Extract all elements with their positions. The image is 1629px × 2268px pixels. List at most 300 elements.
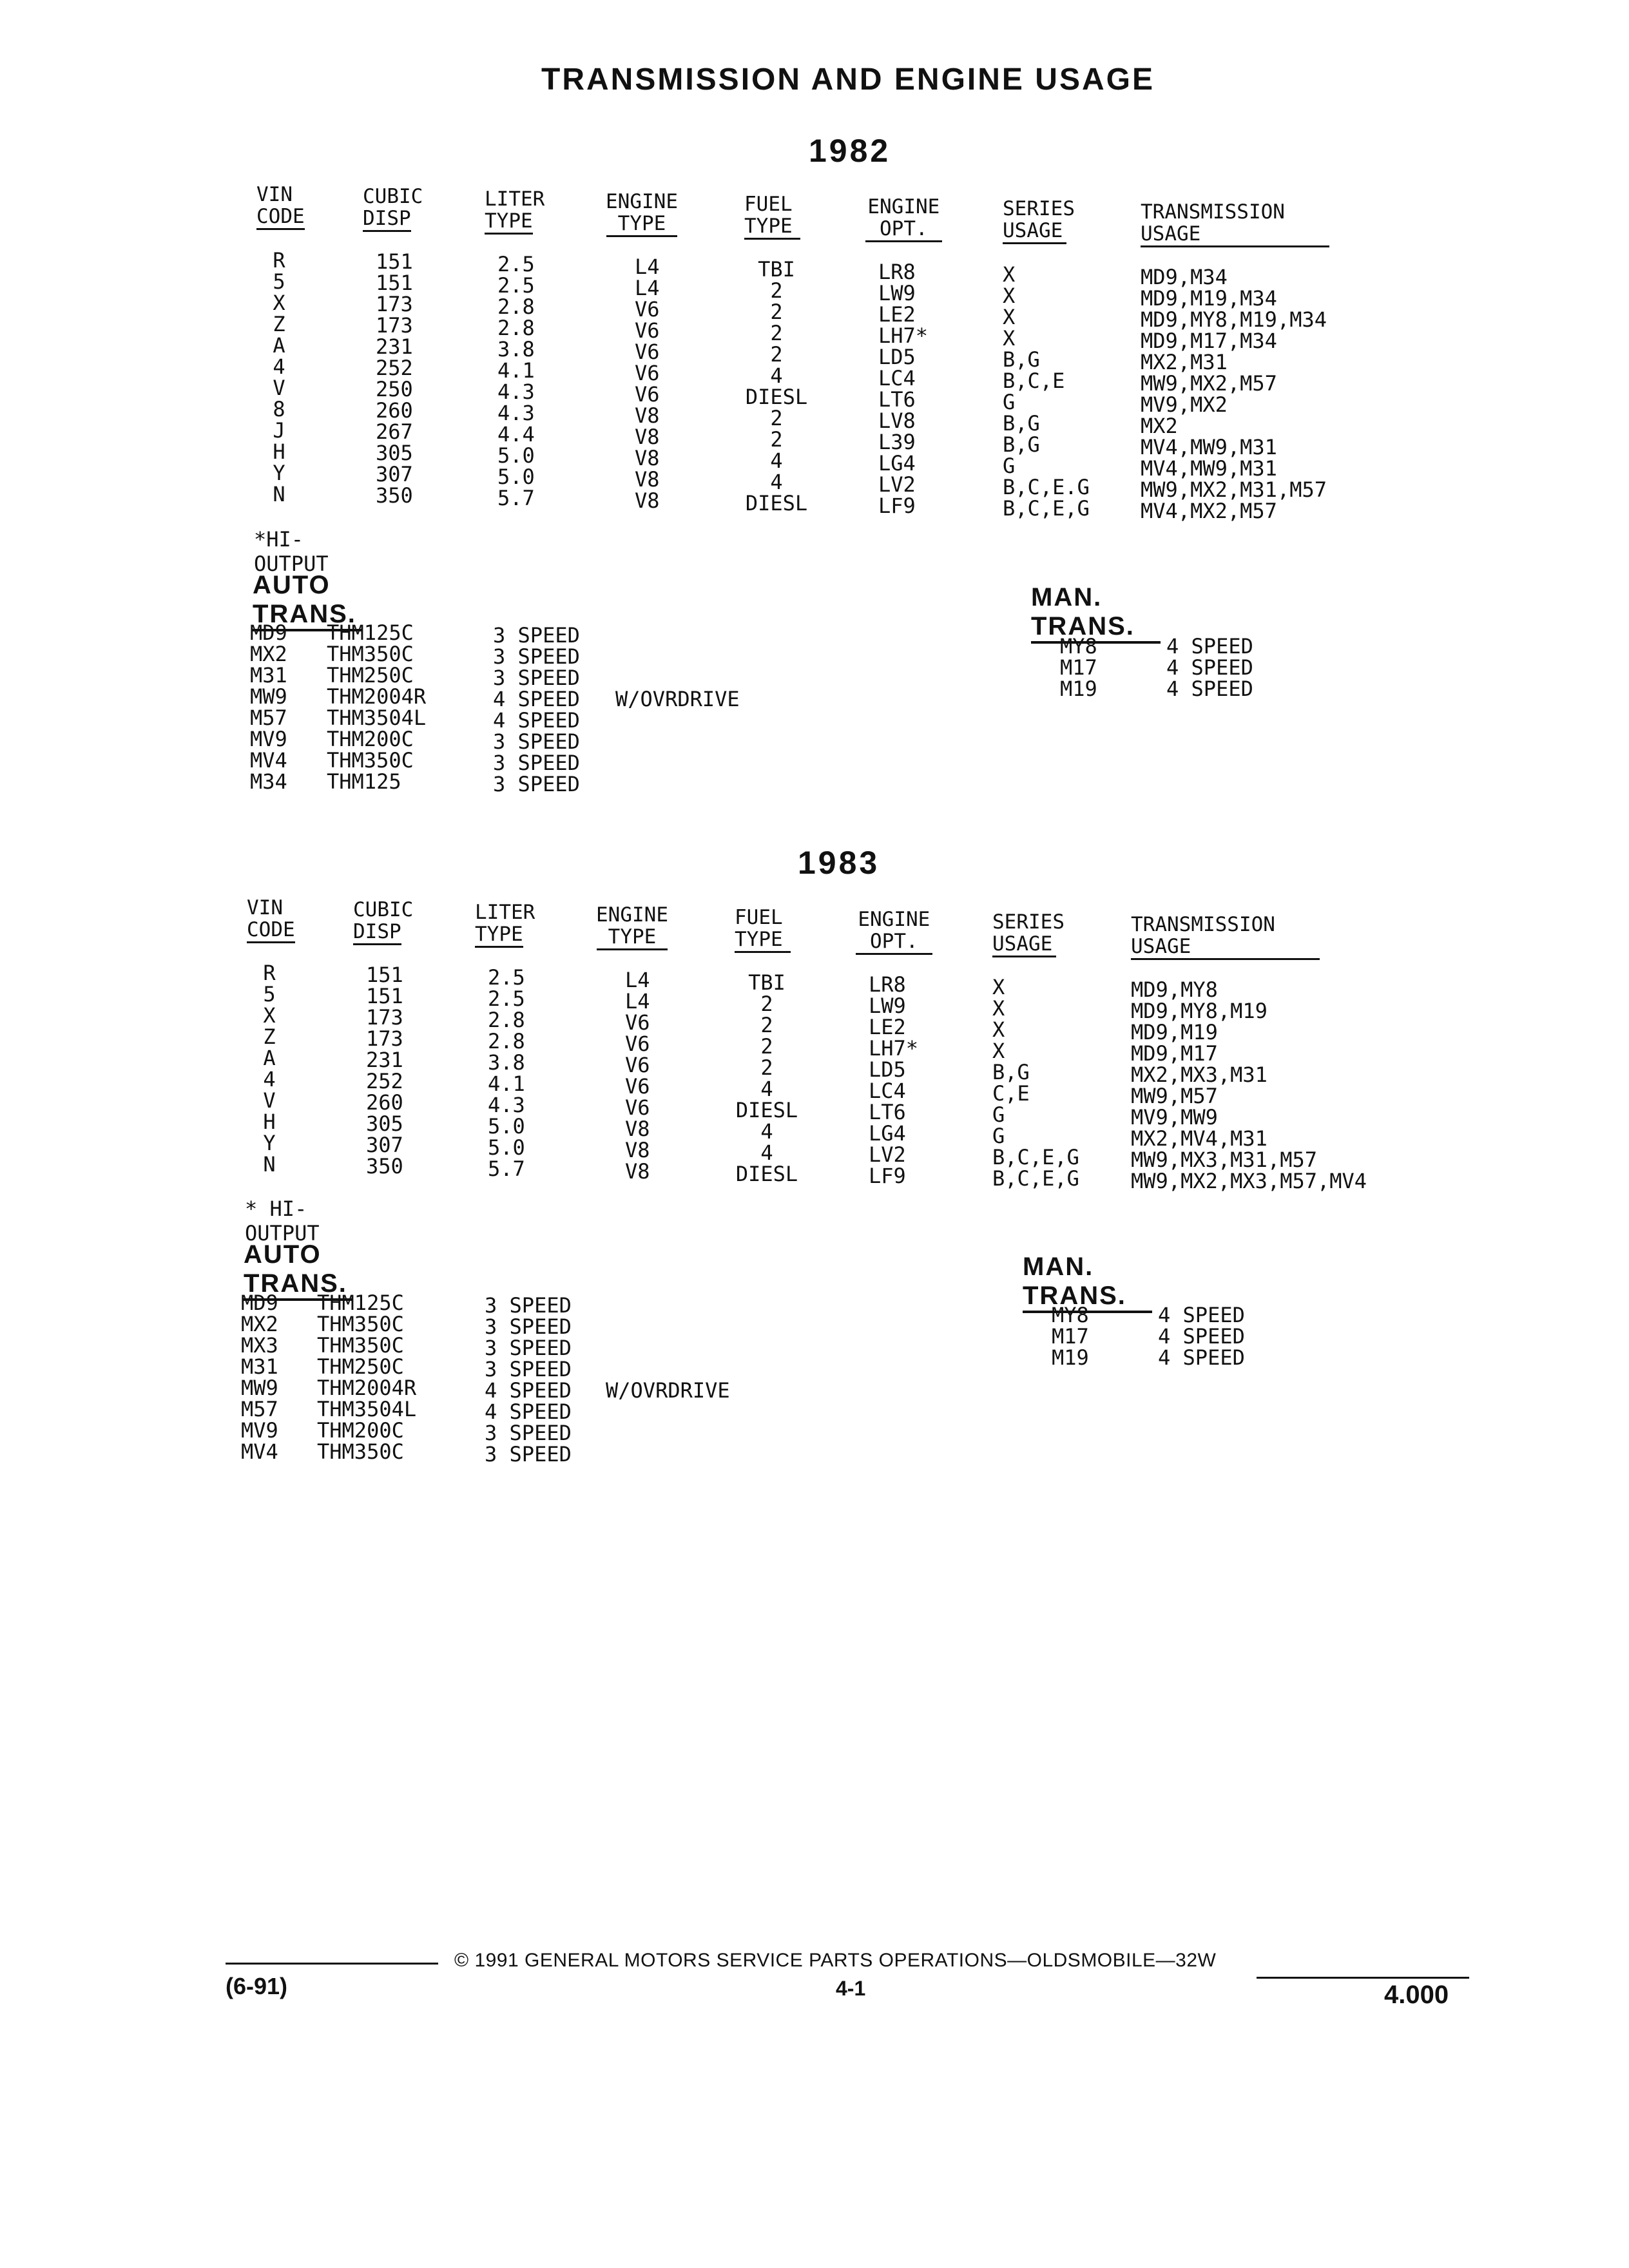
column-liter <box>497 254 535 509</box>
auto-model-cell: THM350C <box>327 642 414 666</box>
series-cell: B,G <box>1003 347 1040 372</box>
auto-code-cell: M31 <box>250 663 287 687</box>
engine-opt-cell: LF9 <box>869 1164 906 1188</box>
liter-cell: 3.8 <box>497 337 535 361</box>
series-cell: B,C,E,G <box>992 1166 1079 1191</box>
auto-speed-cell: 3 SPEED <box>493 666 580 690</box>
auto-code-cell: MX2 <box>241 1312 278 1336</box>
cubic-cell: 350 <box>366 1154 403 1178</box>
column-liter <box>488 967 525 1180</box>
vin-cell: V <box>263 1088 276 1113</box>
fuel-cell: 2 <box>770 321 783 345</box>
vin-cell: 5 <box>273 269 285 294</box>
auto-model-column <box>317 1293 416 1463</box>
cubic-cell: 151 <box>366 963 403 987</box>
auto-extra-cell <box>615 774 740 795</box>
auto-model-cell: THM350C <box>327 748 414 773</box>
auto-code-cell: M57 <box>241 1397 278 1421</box>
transmission-cell: MW9,MX2,MX3,M57,MV4 <box>1131 1169 1367 1193</box>
engine-opt-cell: LE2 <box>878 302 916 327</box>
auto-code-cell: MD9 <box>250 620 287 645</box>
fuel-cell: 2 <box>770 278 783 303</box>
engine-opt-cell: L39 <box>878 430 916 454</box>
man-code-cell: MY8 <box>1060 634 1097 658</box>
transmission-cell: MD9,MY8 <box>1131 977 1218 1002</box>
transmission-cell: MW9,M57 <box>1131 1084 1218 1108</box>
header-fuel: FUEL TYPE <box>735 907 791 953</box>
cubic-cell: 231 <box>376 334 413 359</box>
vin-cell: X <box>273 291 285 315</box>
cubic-cell: 305 <box>376 441 413 465</box>
transmission-cell: MV4,MW9,M31 <box>1141 456 1277 481</box>
liter-cell: 4.1 <box>488 1072 525 1096</box>
transmission-cell: MX2,MV4,M31 <box>1131 1126 1268 1151</box>
auto-code-cell: MD9 <box>241 1291 278 1315</box>
series-cell: B,C,E,G <box>1003 496 1090 521</box>
auto-extra-cell <box>606 1401 730 1423</box>
engine-opt-cell: LH7* <box>878 323 929 348</box>
year-heading-1983: 1983 <box>798 845 880 881</box>
man-trans-heading: MAN. TRANS. <box>1031 583 1161 644</box>
engine-type-cell: V8 <box>625 1117 650 1141</box>
auto-speed-cell: 4 SPEED <box>485 1378 572 1403</box>
footer-page-number: 4-1 <box>836 1977 866 2000</box>
engine-type-cell: V8 <box>635 403 660 428</box>
auto-extra-cell <box>615 710 740 731</box>
liter-cell: 3.8 <box>488 1050 525 1075</box>
engine-type-cell: V6 <box>635 297 660 322</box>
footer-date-code: (6-91) <box>226 1973 288 1999</box>
engine-type-cell: V6 <box>635 361 660 385</box>
auto-code-column <box>241 1293 278 1463</box>
man-code-cell: M19 <box>1060 677 1097 701</box>
auto-speed-column <box>485 1295 572 1465</box>
cubic-cell: 307 <box>366 1133 403 1157</box>
series-cell: G <box>1003 390 1016 414</box>
vin-cell: V <box>273 376 285 400</box>
engine-opt-cell: LC4 <box>869 1079 906 1103</box>
fuel-cell: 4 <box>770 363 783 388</box>
header-fuel: FUEL TYPE <box>744 193 800 240</box>
vin-cell: R <box>263 961 276 985</box>
fuel-cell: 4 <box>760 1140 773 1165</box>
auto-extra-cell <box>615 753 740 774</box>
vin-cell: N <box>263 1152 276 1177</box>
fuel-cell: 2 <box>770 427 783 452</box>
fuel-cell: 2 <box>770 342 783 367</box>
vin-cell: Y <box>273 461 285 485</box>
series-cell: B,G <box>992 1060 1030 1084</box>
header-engine-opt: ENGINE OPT. <box>856 908 932 955</box>
header-liter: LITER TYPE <box>475 901 535 948</box>
liter-cell: 4.1 <box>497 358 535 383</box>
transmission-cell: MX2,MX3,M31 <box>1131 1062 1268 1087</box>
transmission-cell: MW9,MX3,M31,M57 <box>1131 1148 1317 1172</box>
header-engine-type: ENGINE TYPE <box>596 904 668 950</box>
auto-trans-heading: AUTO TRANS. <box>244 1240 352 1301</box>
auto-code-cell: M34 <box>250 769 287 794</box>
cubic-cell: 250 <box>376 377 413 401</box>
liter-cell: 2.8 <box>497 294 535 319</box>
vin-cell: Y <box>263 1131 276 1155</box>
cubic-cell: 307 <box>376 462 413 486</box>
fuel-cell: 4 <box>770 470 783 494</box>
auto-code-column <box>250 622 287 793</box>
auto-extra-cell <box>606 1295 730 1316</box>
series-cell: G <box>1003 454 1016 478</box>
series-cell: G <box>992 1102 1005 1127</box>
cubic-cell: 173 <box>376 292 413 316</box>
auto-extra-cell <box>606 1316 730 1338</box>
cubic-cell: 151 <box>376 271 413 295</box>
engine-type-cell: L4 <box>625 968 650 992</box>
liter-cell: 2.8 <box>497 316 535 340</box>
transmission-cell: MX2 <box>1141 414 1178 438</box>
header-cubic: CUBIC DISP <box>363 186 423 232</box>
vin-cell: 8 <box>273 397 285 421</box>
vin-cell: 4 <box>273 354 285 379</box>
engine-type-cell: L4 <box>635 255 660 279</box>
cubic-cell: 173 <box>376 313 413 338</box>
man-speed-cell: 4 SPEED <box>1158 1303 1245 1327</box>
auto-model-cell: THM200C <box>327 727 414 751</box>
vin-cell: A <box>263 1046 276 1070</box>
cubic-cell: 260 <box>376 398 413 423</box>
auto-code-cell: MX2 <box>250 642 287 666</box>
engine-type-cell: V8 <box>635 425 660 449</box>
cubic-cell: 151 <box>376 249 413 274</box>
liter-cell: 5.0 <box>497 465 535 489</box>
vin-cell: H <box>273 439 285 464</box>
auto-code-cell: MV9 <box>250 727 287 751</box>
column-fuel <box>741 259 812 514</box>
hi-output-note: *HI-OUTPUT <box>254 527 329 576</box>
auto-speed-cell: 3 SPEED <box>485 1421 572 1445</box>
auto-code-cell: MW9 <box>241 1376 278 1400</box>
cubic-cell: 151 <box>366 984 403 1008</box>
series-cell: X <box>1003 262 1016 287</box>
fuel-cell: 4 <box>770 448 783 473</box>
header-series: SERIES USAGE <box>1003 198 1075 244</box>
transmission-cell: MW9,MX2,M31,M57 <box>1141 477 1327 502</box>
liter-cell: 5.0 <box>488 1114 525 1139</box>
vin-cell: A <box>273 333 285 358</box>
series-cell: B,G <box>1003 411 1040 436</box>
fuel-cell: 2 <box>760 1013 773 1037</box>
series-cell: C,E <box>992 1081 1030 1106</box>
vin-cell: X <box>263 1003 276 1028</box>
auto-model-cell: THM350C <box>317 1312 404 1336</box>
auto-model-cell: THM2004R <box>327 684 427 709</box>
auto-model-cell: THM350C <box>317 1439 404 1464</box>
auto-model-cell: THM250C <box>327 663 414 687</box>
auto-model-cell: THM350C <box>317 1333 404 1358</box>
cubic-cell: 252 <box>376 356 413 380</box>
engine-type-cell: V6 <box>625 1010 650 1035</box>
footer-rule-left <box>226 1963 438 1965</box>
man-speed-cell: 4 SPEED <box>1166 655 1253 680</box>
series-cell: B,G <box>1003 432 1040 457</box>
auto-trans-heading: AUTO TRANS. <box>253 571 361 631</box>
series-cell: B,C,E <box>1003 369 1065 393</box>
fuel-cell: TBI <box>748 970 786 995</box>
transmission-cell: MV9,MX2 <box>1141 392 1228 417</box>
page-title: TRANSMISSION AND ENGINE USAGE <box>541 62 1155 97</box>
engine-opt-cell: LR8 <box>869 972 906 997</box>
auto-speed-cell: 4 SPEED <box>493 687 580 711</box>
man-speed-cell: 4 SPEED <box>1166 634 1253 658</box>
series-cell: X <box>1003 326 1016 351</box>
vin-cell: H <box>263 1110 276 1134</box>
header-transmission: TRANSMISSION USAGE <box>1141 201 1329 247</box>
transmission-cell: MV9,MW9 <box>1131 1105 1218 1129</box>
engine-type-cell: V6 <box>625 1032 650 1056</box>
auto-model-cell: THM125C <box>317 1291 404 1315</box>
liter-cell: 4.4 <box>497 422 535 447</box>
engine-opt-cell: LR8 <box>878 260 916 284</box>
liter-cell: 5.7 <box>488 1157 525 1181</box>
series-cell: X <box>992 996 1005 1021</box>
man-speed-cell: 4 SPEED <box>1166 677 1253 701</box>
cubic-cell: 260 <box>366 1090 403 1115</box>
man-code-cell: M19 <box>1052 1345 1089 1370</box>
transmission-cell: MD9,M17,M34 <box>1141 329 1277 353</box>
liter-cell: 5.0 <box>497 443 535 468</box>
transmission-cell: MW9,MX2,M57 <box>1141 371 1277 396</box>
auto-extra-cell <box>615 731 740 753</box>
header-vin: VIN CODE <box>247 897 295 943</box>
fuel-cell: 4 <box>760 1077 773 1101</box>
liter-cell: 4.3 <box>497 401 535 425</box>
engine-opt-cell: LV2 <box>869 1142 906 1167</box>
engine-opt-cell: LT6 <box>878 387 916 412</box>
column-engine-type <box>635 256 660 512</box>
engine-type-cell: V8 <box>635 488 660 513</box>
engine-type-cell: V6 <box>635 382 660 407</box>
fuel-cell: 2 <box>760 1034 773 1059</box>
engine-type-cell: V6 <box>635 318 660 343</box>
man-code-column <box>1052 1305 1089 1369</box>
engine-type-cell: V8 <box>635 446 660 470</box>
man-speed-cell: 4 SPEED <box>1158 1324 1245 1349</box>
auto-speed-cell: 3 SPEED <box>493 644 580 669</box>
liter-cell: 2.8 <box>488 1008 525 1032</box>
engine-type-cell: V6 <box>625 1053 650 1077</box>
auto-model-cell: THM3504L <box>327 706 427 730</box>
engine-type-cell: L4 <box>635 276 660 300</box>
engine-opt-cell: LF9 <box>878 494 916 518</box>
header-engine-type: ENGINE TYPE <box>606 191 678 237</box>
auto-extra-cell <box>615 646 740 668</box>
auto-model-cell: THM125 <box>327 769 401 794</box>
fuel-cell: TBI <box>758 257 795 282</box>
fuel-cell: 2 <box>770 406 783 430</box>
column-engine-type <box>625 970 650 1182</box>
engine-opt-cell: LG4 <box>869 1121 906 1146</box>
header-liter: LITER TYPE <box>485 188 545 235</box>
auto-speed-cell: 3 SPEED <box>485 1357 572 1381</box>
vin-cell: N <box>273 482 285 506</box>
column-series <box>1003 264 1090 519</box>
auto-code-cell: MW9 <box>250 684 287 709</box>
engine-opt-cell: LC4 <box>878 366 916 390</box>
column-engine-opt <box>878 262 928 517</box>
column-fuel <box>731 972 802 1185</box>
auto-model-cell: THM125C <box>327 620 414 645</box>
auto-code-cell: MV4 <box>250 748 287 773</box>
series-cell: B,C,E.G <box>1003 475 1090 499</box>
transmission-cell: MV4,MX2,M57 <box>1141 499 1277 523</box>
fuel-cell: DIESL <box>735 1098 798 1122</box>
engine-opt-cell: LG4 <box>878 451 916 476</box>
liter-cell: 4.3 <box>497 380 535 404</box>
engine-opt-cell: LD5 <box>878 345 916 369</box>
series-cell: X <box>992 1039 1005 1063</box>
auto-speed-cell: 3 SPEED <box>485 1442 572 1466</box>
transmission-cell: MD9,M34 <box>1141 265 1228 289</box>
liter-cell: 2.5 <box>488 965 525 990</box>
engine-type-cell: V6 <box>625 1095 650 1120</box>
auto-extra-cell <box>606 1423 730 1444</box>
auto-extra-cell <box>606 1444 730 1465</box>
auto-speed-column <box>493 625 580 795</box>
column-vin <box>260 963 279 1175</box>
engine-opt-cell: LW9 <box>869 994 906 1018</box>
man-speed-cell: 4 SPEED <box>1158 1345 1245 1370</box>
transmission-cell: MD9,MY8,M19,M34 <box>1141 307 1327 332</box>
transmission-cell: MD9,M17 <box>1131 1041 1218 1066</box>
hi-output-note: * HI-OUTPUT <box>245 1196 320 1245</box>
engine-opt-cell: LV8 <box>878 408 916 433</box>
auto-speed-cell: 3 SPEED <box>493 751 580 775</box>
cubic-cell: 267 <box>376 419 413 444</box>
auto-model-cell: THM200C <box>317 1418 404 1443</box>
series-cell: G <box>992 1124 1005 1148</box>
cubic-cell: 252 <box>366 1069 403 1093</box>
engine-opt-cell: LE2 <box>869 1015 906 1039</box>
engine-type-cell: L4 <box>625 989 650 1014</box>
engine-type-cell: V6 <box>635 340 660 364</box>
man-code-cell: M17 <box>1052 1324 1089 1349</box>
fuel-cell: DIESL <box>735 1162 798 1186</box>
engine-opt-cell: LT6 <box>869 1100 906 1124</box>
auto-code-cell: M31 <box>241 1354 278 1379</box>
liter-cell: 5.0 <box>488 1135 525 1160</box>
man-code-column <box>1060 636 1097 700</box>
auto-extra-cell <box>615 625 740 646</box>
man-speed-column <box>1158 1305 1245 1369</box>
column-transmission <box>1131 979 1367 1192</box>
fuel-cell: 4 <box>760 1119 773 1144</box>
auto-model-column <box>327 622 426 793</box>
fuel-cell: DIESL <box>745 491 808 515</box>
auto-model-cell: THM250C <box>317 1354 404 1379</box>
engine-type-cell: V8 <box>635 467 660 492</box>
vin-cell: Z <box>273 312 285 336</box>
header-vin: VIN CODE <box>256 184 305 230</box>
auto-extra-cell <box>606 1338 730 1359</box>
auto-extra-cell: W/OVRDRIVE <box>615 687 740 711</box>
auto-code-cell: MV4 <box>241 1439 278 1464</box>
series-cell: X <box>992 1017 1005 1042</box>
engine-opt-cell: LW9 <box>878 281 916 305</box>
auto-code-cell: M57 <box>250 706 287 730</box>
engine-type-cell: V6 <box>625 1074 650 1099</box>
vin-cell: 5 <box>263 982 276 1006</box>
series-cell: X <box>1003 284 1016 308</box>
liter-cell: 2.5 <box>488 986 525 1011</box>
auto-extra-cell <box>615 668 740 689</box>
auto-extra-cell: W/OVRDRIVE <box>606 1378 730 1403</box>
liter-cell: 5.7 <box>497 486 535 510</box>
series-cell: B,C,E,G <box>992 1145 1079 1169</box>
column-cubic <box>366 965 403 1177</box>
auto-extra-column <box>615 625 740 795</box>
header-engine-opt: ENGINE OPT. <box>865 196 942 242</box>
vin-cell: 4 <box>263 1067 276 1091</box>
engine-opt-cell: LH7* <box>869 1036 919 1061</box>
man-trans-heading: MAN. TRANS. <box>1023 1253 1152 1313</box>
engine-opt-cell: LD5 <box>869 1057 906 1082</box>
transmission-cell: MD9,M19,M34 <box>1141 286 1277 311</box>
column-engine-opt <box>869 974 918 1187</box>
auto-speed-cell: 4 SPEED <box>493 708 580 733</box>
auto-speed-cell: 3 SPEED <box>493 623 580 648</box>
footer-copyright: © 1991 GENERAL MOTORS SERVICE PARTS OPERATIONS—OLDSMOBILE—32W <box>454 1950 1217 1971</box>
auto-model-cell: THM2004R <box>317 1376 417 1400</box>
engine-type-cell: V8 <box>625 1159 650 1184</box>
auto-code-cell: MV9 <box>241 1418 278 1443</box>
column-cubic <box>376 251 413 506</box>
cubic-cell: 305 <box>366 1111 403 1136</box>
auto-speed-cell: 3 SPEED <box>485 1314 572 1339</box>
header-transmission: TRANSMISSION USAGE <box>1131 914 1320 960</box>
column-series <box>992 977 1079 1189</box>
vin-cell: J <box>273 418 285 443</box>
series-cell: X <box>1003 305 1016 329</box>
fuel-cell: 2 <box>760 1055 773 1080</box>
engine-type-cell: V8 <box>625 1138 650 1162</box>
liter-cell: 2.5 <box>497 273 535 298</box>
auto-speed-cell: 4 SPEED <box>485 1399 572 1424</box>
year-heading-1982: 1982 <box>809 133 891 169</box>
transmission-cell: MD9,MY8,M19 <box>1131 999 1268 1023</box>
vin-cell: Z <box>263 1024 276 1049</box>
man-speed-column <box>1166 636 1253 700</box>
footer-rule-right <box>1257 1977 1469 1979</box>
auto-extra-column <box>606 1295 730 1465</box>
auto-speed-cell: 3 SPEED <box>485 1293 572 1318</box>
liter-cell: 2.8 <box>488 1029 525 1053</box>
liter-cell: 4.3 <box>488 1093 525 1117</box>
cubic-cell: 350 <box>376 483 413 508</box>
auto-code-cell: MX3 <box>241 1333 278 1358</box>
header-series: SERIES USAGE <box>992 911 1065 957</box>
man-code-cell: MY8 <box>1052 1303 1089 1327</box>
engine-opt-cell: LV2 <box>878 472 916 497</box>
vin-cell: R <box>273 248 285 273</box>
auto-speed-cell: 3 SPEED <box>493 729 580 754</box>
auto-extra-cell <box>606 1359 730 1380</box>
cubic-cell: 173 <box>366 1005 403 1030</box>
header-cubic: CUBIC DISP <box>353 899 413 945</box>
auto-model-cell: THM3504L <box>317 1397 417 1421</box>
cubic-cell: 231 <box>366 1048 403 1072</box>
auto-speed-cell: 3 SPEED <box>493 772 580 796</box>
cubic-cell: 173 <box>366 1026 403 1051</box>
auto-speed-cell: 3 SPEED <box>485 1336 572 1360</box>
column-vin <box>269 250 289 505</box>
